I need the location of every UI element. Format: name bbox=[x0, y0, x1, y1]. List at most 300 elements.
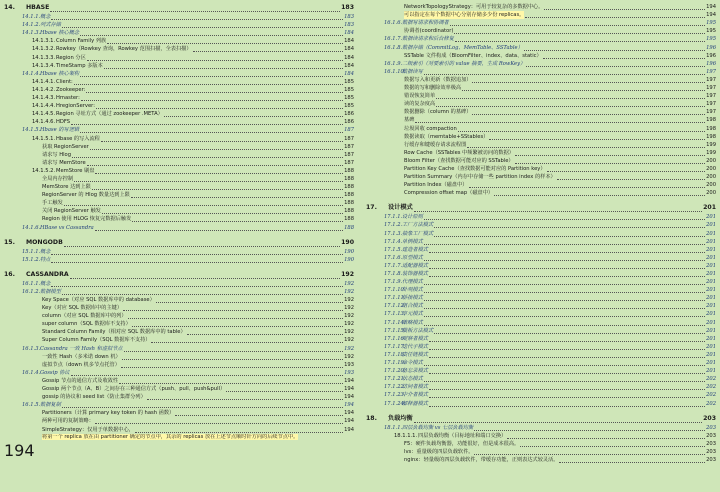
toc-entry[interactable] bbox=[366, 229, 716, 237]
toc-entry[interactable] bbox=[366, 359, 716, 367]
toc-entry[interactable] bbox=[4, 159, 354, 167]
toc-page-number: 199 bbox=[706, 141, 716, 148]
toc-entry[interactable] bbox=[366, 43, 716, 51]
toc-entry[interactable] bbox=[366, 60, 716, 68]
toc-page-number: 201 bbox=[706, 360, 716, 367]
toc-entry-title: Hmaster: bbox=[56, 95, 80, 102]
toc-leader-dots bbox=[424, 218, 705, 220]
toc-entry-title: Hbase 核心概念 bbox=[40, 30, 80, 37]
toc-entry[interactable] bbox=[366, 456, 716, 464]
toc-entry[interactable] bbox=[4, 425, 354, 433]
toc-entry[interactable] bbox=[366, 149, 716, 157]
toc-entry-number: 18. bbox=[366, 414, 377, 422]
toc-entry-title: 数据模型 bbox=[40, 288, 61, 295]
toc-entry-title: MemStore 达到上限 bbox=[42, 184, 91, 191]
toc-entry[interactable] bbox=[366, 3, 716, 11]
toc-entry-title: 特点 bbox=[40, 256, 51, 263]
toc-entry-title: 错误恢复简单 bbox=[404, 93, 436, 100]
toc-entry[interactable] bbox=[366, 141, 716, 149]
toc-page-number: 194 bbox=[706, 12, 716, 19]
toc-entry[interactable] bbox=[4, 344, 354, 352]
toc-chapter-entry[interactable] bbox=[366, 203, 716, 213]
toc-entry[interactable] bbox=[366, 286, 716, 294]
toc-page-number: 202 bbox=[706, 400, 716, 407]
toc-entry-title: RegionServer 的 Hlog 数量达到上限 bbox=[42, 192, 130, 199]
toc-leader-dots bbox=[80, 131, 343, 133]
toc-entry[interactable] bbox=[4, 353, 354, 361]
toc-entry[interactable] bbox=[4, 143, 354, 151]
toc-entry[interactable] bbox=[4, 45, 354, 53]
toc-page-number: 200 bbox=[706, 182, 716, 189]
toc-page-number: 199 bbox=[706, 149, 716, 156]
toc-page-number: 188 bbox=[344, 184, 354, 191]
toc-leader-dots bbox=[95, 229, 343, 231]
toc-page-number: 194 bbox=[344, 386, 354, 393]
toc-entry[interactable] bbox=[366, 221, 716, 229]
toc-entry[interactable] bbox=[366, 327, 716, 335]
toc-leader-dots bbox=[81, 99, 343, 101]
toc-entry[interactable] bbox=[366, 278, 716, 286]
toc-entry-title: gossip 的协议和 seed list（防止集群分列） bbox=[42, 394, 146, 401]
toc-entry-title: 关闭 RegionServer 触发 bbox=[42, 208, 101, 215]
toc-page-number: 196 bbox=[706, 52, 716, 59]
toc-page-number: 198 bbox=[706, 125, 716, 132]
toc-leader-dots bbox=[462, 89, 705, 91]
toc-entry-number: 14.1.6. bbox=[22, 224, 41, 231]
toc-leader-dots bbox=[424, 243, 705, 245]
toc-entry-title: HBase vs Cassandra bbox=[40, 224, 94, 231]
toc-entry[interactable] bbox=[4, 134, 354, 142]
toc-leader-dots bbox=[424, 299, 705, 301]
toc-entry[interactable] bbox=[366, 270, 716, 278]
toc-entry-title: 策略模式 bbox=[402, 319, 423, 326]
toc-entry-title: 四层负载均衡（目标地址和端口交换） bbox=[418, 432, 507, 439]
toc-entry-title: 访问者模式 bbox=[402, 384, 428, 391]
toc-leader-dots bbox=[132, 220, 343, 222]
toc-entry[interactable] bbox=[366, 76, 716, 84]
toc-entry-number: 14.1.5.1. bbox=[32, 135, 56, 142]
toc-entry-number: 14.1.3.4. bbox=[32, 62, 56, 69]
toc-page-number: 184 bbox=[344, 54, 354, 61]
toc-entry-number: 18.1.1. bbox=[384, 424, 403, 431]
toc-entry[interactable] bbox=[4, 215, 354, 223]
toc-page-number: 192 bbox=[344, 345, 354, 352]
toc-entry[interactable] bbox=[4, 175, 354, 183]
toc-entry-title: HBASE bbox=[26, 4, 50, 11]
toc-leader-dots bbox=[414, 210, 702, 212]
toc-entry[interactable] bbox=[4, 126, 354, 134]
toc-entry[interactable] bbox=[4, 62, 354, 70]
toc-entry[interactable] bbox=[366, 254, 716, 262]
toc-entry[interactable] bbox=[4, 417, 354, 425]
toc-entry[interactable] bbox=[4, 434, 354, 441]
toc-entry[interactable] bbox=[4, 280, 354, 288]
toc-entry-title: Region 分区 bbox=[56, 54, 86, 61]
toc-leader-dots bbox=[469, 186, 706, 188]
toc-entry[interactable] bbox=[366, 318, 716, 326]
toc-entry[interactable] bbox=[4, 377, 354, 385]
toc-page-number: 188 bbox=[344, 192, 354, 199]
toc-entry[interactable] bbox=[4, 70, 354, 78]
toc-entry-number: 16.1.4. bbox=[22, 369, 41, 376]
toc-page-number: 187 bbox=[344, 159, 354, 166]
toc-entry-title: 迭代子模式 bbox=[402, 343, 428, 350]
toc-entry-number: 17.1.16. bbox=[384, 335, 406, 342]
toc-entry[interactable] bbox=[4, 385, 354, 393]
toc-entry-number: 16. bbox=[4, 270, 15, 278]
toc-entry-title: 四层负载均衡 vs 七层负载均衡 bbox=[402, 424, 474, 431]
toc-entry-title: Key Space（对应 SQL 数据库中的 database） bbox=[42, 297, 155, 303]
toc-leader-dots bbox=[131, 196, 343, 198]
toc-leader-dots bbox=[62, 293, 343, 295]
toc-entry[interactable] bbox=[366, 133, 716, 141]
toc-entry[interactable] bbox=[366, 11, 716, 19]
toc-entry-number: 17.1.8. bbox=[384, 271, 403, 277]
toc-page-number: 192 bbox=[344, 321, 354, 328]
toc-entry[interactable] bbox=[366, 310, 716, 318]
toc-entry-title: 行缓存和键缓存请求流程图 bbox=[404, 141, 467, 148]
toc-page-number: 192 bbox=[341, 270, 354, 278]
toc-entry-number: 14.1.3.2. bbox=[32, 46, 56, 53]
toc-entry[interactable] bbox=[366, 19, 716, 27]
toc-entry[interactable] bbox=[366, 108, 716, 116]
toc-entry-title: 数据写入和更新（数据追加） bbox=[404, 76, 472, 83]
toc-leader-dots bbox=[429, 356, 705, 358]
toc-entry[interactable] bbox=[366, 189, 716, 197]
toc-entry[interactable] bbox=[4, 288, 354, 296]
toc-entry-number: 17.1.12. bbox=[384, 303, 406, 310]
toc-entry-title: F5：硬件负载均衡器，功能很好，但是成本很高。 bbox=[404, 440, 520, 447]
toc-entry[interactable] bbox=[4, 336, 354, 344]
toc-entry[interactable] bbox=[4, 328, 354, 336]
toc-entry-title: lvs：重量级的四层负载软件。 bbox=[404, 448, 474, 455]
toc-entry-title: Hbase 核心架构 bbox=[40, 70, 80, 77]
toc-entry[interactable] bbox=[4, 304, 354, 312]
toc-page-number: 198 bbox=[706, 133, 716, 140]
toc-entry[interactable] bbox=[4, 199, 354, 207]
toc-entry-number: 17.1.20. bbox=[384, 368, 406, 375]
toc-entry-number: 17.1.23. bbox=[384, 392, 406, 399]
toc-page-number: 188 bbox=[344, 224, 354, 231]
toc-entry-title: CASSANDRA bbox=[26, 270, 69, 278]
toc-leader-dots bbox=[74, 180, 343, 182]
toc-entry-number: 16.1.1. bbox=[22, 280, 41, 287]
toc-entry-wrapper bbox=[4, 434, 354, 460]
toc-entry-title: Partition Key Cache（查找数据可能对应的 Partition key） bbox=[404, 165, 546, 172]
toc-leader-dots bbox=[424, 315, 705, 317]
toc-page-number: 203 bbox=[706, 424, 716, 431]
toc-entry-title: 数据复制 bbox=[40, 402, 61, 409]
toc-entry[interactable] bbox=[366, 351, 716, 359]
toc-page-number: 201 bbox=[703, 204, 716, 212]
toc-page-number: 185 bbox=[344, 95, 354, 102]
toc-page-number: 188 bbox=[344, 216, 354, 223]
toc-entry-number: 16.1.8. bbox=[384, 44, 403, 51]
toc-leader-dots bbox=[507, 437, 705, 439]
toc-chapter-entry[interactable] bbox=[4, 3, 354, 13]
toc-entry[interactable] bbox=[366, 294, 716, 302]
toc-entry-title: 墓碑 bbox=[404, 117, 415, 124]
toc-entry-title: 责任链模式 bbox=[402, 351, 428, 358]
toc-entry[interactable] bbox=[366, 27, 716, 35]
toc-entry-title: 适配器模式 bbox=[402, 262, 428, 269]
toc-page-number: 201 bbox=[706, 222, 716, 229]
toc-entry[interactable] bbox=[366, 383, 716, 391]
toc-leader-dots bbox=[101, 140, 343, 142]
toc-entry[interactable] bbox=[366, 399, 716, 407]
toc-leader-dots bbox=[128, 317, 344, 319]
toc-leader-dots bbox=[450, 24, 705, 26]
toc-entry-number: 17.1.2. bbox=[384, 222, 403, 229]
toc-entry[interactable] bbox=[4, 361, 354, 369]
toc-leader-dots bbox=[80, 34, 343, 36]
toc-entry[interactable] bbox=[366, 440, 716, 448]
toc-entry[interactable] bbox=[4, 248, 354, 256]
toc-page-number: 187 bbox=[344, 143, 354, 150]
toc-page-number: 192 bbox=[344, 329, 354, 336]
toc-chapter-entry[interactable] bbox=[4, 270, 354, 280]
toc-entry-title: TimeStamp 多版本 bbox=[56, 62, 103, 69]
toc-leader-dots bbox=[489, 138, 705, 140]
toc-entry-title: 二级索引（对要索引的 value 摘要，生成 RowKey） bbox=[402, 60, 526, 67]
toc-page-number: 201 bbox=[706, 287, 716, 294]
toc-entry-number: 16.1.10. bbox=[384, 68, 406, 75]
toc-page-number: 185 bbox=[344, 78, 354, 85]
toc-entry-title: 概念 bbox=[40, 248, 51, 255]
toc-leader-dots bbox=[515, 162, 705, 164]
toc-entry[interactable] bbox=[366, 165, 716, 173]
toc-entry-title: 将第一个 replica 放在由 partitioner 确定的节点中，其余的 replicas 放在上述节点顺时针方向的后续节点中。 bbox=[42, 433, 299, 440]
toc-page-number: 197 bbox=[706, 85, 716, 92]
toc-entry[interactable] bbox=[4, 110, 354, 118]
toc-leader-dots bbox=[86, 91, 343, 93]
toc-entry-title: 概念 bbox=[40, 14, 51, 21]
toc-leader-dots bbox=[429, 388, 705, 390]
toc-entry-title: NetworkTopologyStrategy：可用于较复杂的多数据中心。 bbox=[404, 4, 544, 11]
toc-entry-number: 14.1.2. bbox=[22, 22, 41, 29]
toc-entry-title: 原型模式 bbox=[402, 254, 423, 261]
toc-entry[interactable] bbox=[4, 118, 354, 126]
toc-page-number: 201 bbox=[706, 262, 716, 269]
toc-entry-title: 代理模式 bbox=[402, 279, 423, 286]
toc-entry[interactable] bbox=[366, 100, 716, 108]
toc-entry-number: 17.1.14. bbox=[384, 319, 406, 326]
toc-entry[interactable] bbox=[366, 448, 716, 456]
toc-page-number: 187 bbox=[344, 151, 354, 158]
toc-page-number: 203 bbox=[706, 456, 716, 463]
toc-entry-number: 14.1.4.3. bbox=[32, 95, 56, 102]
toc-page-number: 197 bbox=[706, 109, 716, 116]
toc-entry-title: super column（SQL 数据库不支持） bbox=[42, 321, 131, 328]
toc-entry-title: Partition Index（磁盘中） bbox=[404, 182, 468, 189]
toc-entry[interactable] bbox=[366, 375, 716, 383]
toc-entry-title: Hbase 的写逻辑 bbox=[40, 127, 80, 134]
toc-leader-dots bbox=[51, 261, 343, 263]
toc-entry-title: Client: bbox=[56, 78, 73, 85]
toc-page-number: 203 bbox=[706, 448, 716, 455]
toc-entry[interactable] bbox=[366, 391, 716, 399]
toc-page-number: 190 bbox=[344, 248, 354, 255]
toc-entry[interactable] bbox=[4, 29, 354, 37]
toc-page-number: 201 bbox=[706, 311, 716, 318]
toc-entry-title: Region 寻址方式（通过 zookeeper .META） bbox=[56, 111, 163, 118]
toc-entry-number: 17.1.15. bbox=[384, 327, 406, 334]
toc-leader-dots bbox=[424, 380, 705, 382]
toc-entry[interactable] bbox=[4, 167, 354, 175]
toc-entry-title: 桥接模式 bbox=[402, 295, 423, 302]
toc-entry[interactable] bbox=[4, 183, 354, 191]
toc-entry-title: 中介者模式 bbox=[402, 392, 428, 399]
toc-page-number: 192 bbox=[344, 288, 354, 295]
toc-entry[interactable] bbox=[4, 78, 354, 86]
toc-entry[interactable] bbox=[4, 393, 354, 401]
toc-page-number: 187 bbox=[344, 127, 354, 134]
toc-entry[interactable] bbox=[366, 238, 716, 246]
toc-entry[interactable] bbox=[4, 102, 354, 110]
toc-entry[interactable] bbox=[4, 86, 354, 94]
toc-leader-dots bbox=[424, 259, 705, 261]
toc-entry-title: 请求写 MemStore bbox=[42, 159, 86, 166]
toc-leader-dots bbox=[424, 307, 705, 309]
toc-entry[interactable] bbox=[366, 213, 716, 221]
toc-leader-dots bbox=[80, 75, 343, 77]
toc-entry[interactable] bbox=[4, 312, 354, 320]
toc-entry[interactable] bbox=[366, 262, 716, 270]
toc-leader-dots bbox=[96, 107, 343, 109]
toc-page-number: 197 bbox=[706, 93, 716, 100]
toc-leader-dots bbox=[494, 194, 705, 196]
toc-entry-title: Partitioners（计算 primary key token 的 hash 函数） bbox=[42, 410, 175, 417]
toc-leader-dots bbox=[51, 253, 343, 255]
toc-entry-number: 17.1.24. bbox=[384, 400, 406, 407]
toc-leader-dots bbox=[71, 123, 343, 125]
toc-entry[interactable] bbox=[366, 367, 716, 375]
toc-leader-dots bbox=[87, 59, 343, 61]
toc-entry-title: 数据存储（CommitLog、MemTable、SSTable） bbox=[402, 44, 523, 51]
toc-leader-dots bbox=[467, 146, 705, 148]
toc-entry[interactable] bbox=[366, 432, 716, 440]
toc-leader-dots bbox=[107, 42, 343, 44]
toc-entry-number: 14.1.3.3. bbox=[32, 54, 56, 61]
toc-entry[interactable] bbox=[366, 246, 716, 254]
toc-entry-title: 请求写 Hlog bbox=[42, 151, 72, 158]
toc-entry-title: 装饰器模式 bbox=[402, 271, 428, 277]
toc-entry[interactable] bbox=[4, 53, 354, 61]
toc-page-number: 184 bbox=[344, 30, 354, 37]
toc-entry[interactable] bbox=[366, 52, 716, 60]
toc-entry-number: 16.1.2. bbox=[22, 288, 41, 295]
toc-entry[interactable] bbox=[4, 409, 354, 417]
toc-entry[interactable] bbox=[366, 343, 716, 351]
toc-entry-title: Gossip 协议 bbox=[40, 369, 70, 376]
toc-leader-dots bbox=[436, 97, 705, 99]
toc-entry-title: 数据读取（memtable+SStables） bbox=[404, 133, 489, 140]
toc-entry-title: 数据读写 bbox=[402, 68, 423, 75]
toc-page-number: 194 bbox=[344, 426, 354, 433]
toc-entry[interactable] bbox=[366, 181, 716, 189]
toc-entry[interactable] bbox=[366, 157, 716, 165]
toc-leader-dots bbox=[434, 332, 705, 334]
toc-page-number: 201 bbox=[706, 279, 716, 286]
toc-entry[interactable] bbox=[366, 116, 716, 124]
toc-leader-dots bbox=[415, 121, 705, 123]
toc-entry-title: HregionServer: bbox=[56, 103, 95, 110]
toc-leader-dots bbox=[524, 49, 705, 51]
toc-page-number: 194 bbox=[344, 394, 354, 401]
toc-entry[interactable] bbox=[4, 94, 354, 102]
toc-entry[interactable] bbox=[366, 124, 716, 132]
toc-entry-number: 17.1.7. bbox=[384, 262, 403, 269]
toc-entry-title: 手工触发 bbox=[42, 200, 63, 207]
toc-page-number: 201 bbox=[706, 246, 716, 253]
toc-page-number: 192 bbox=[344, 337, 354, 344]
toc-entry-number: 14.1.4.2. bbox=[32, 86, 56, 93]
toc-entry[interactable] bbox=[366, 302, 716, 310]
toc-page-number: 186 bbox=[344, 119, 354, 126]
toc-entry[interactable] bbox=[4, 37, 354, 45]
toc-entry[interactable] bbox=[366, 92, 716, 100]
toc-chapter-entry[interactable] bbox=[4, 238, 354, 248]
toc-entry[interactable] bbox=[366, 68, 716, 76]
toc-entry-title: 建造者模式 bbox=[402, 246, 428, 253]
toc-page-number: 197 bbox=[706, 68, 716, 75]
toc-chapter-entry[interactable] bbox=[366, 414, 716, 424]
toc-page-number: 195 bbox=[706, 20, 716, 27]
toc-entry[interactable] bbox=[4, 256, 354, 264]
toc-page-number: 201 bbox=[706, 254, 716, 261]
toc-entry[interactable] bbox=[4, 207, 354, 215]
toc-entry-title: column（对应 SQL 数据库中的列） bbox=[42, 313, 127, 320]
toc-page-number: 201 bbox=[706, 295, 716, 302]
toc-page-number: 183 bbox=[341, 4, 354, 11]
toc-page-number: 195 bbox=[706, 36, 716, 43]
toc-leader-dots bbox=[90, 148, 343, 150]
toc-entry[interactable] bbox=[4, 369, 354, 377]
toc-entry-title: nginx：轻量级的四层负载软件，带缓存功能，正则表达式较灵活。 bbox=[404, 456, 559, 463]
toc-entry-number: 14.1.3.1. bbox=[32, 38, 56, 45]
toc-page-number: 194 bbox=[706, 4, 716, 11]
toc-entry[interactable] bbox=[4, 191, 354, 199]
toc-leader-dots bbox=[151, 341, 343, 343]
toc-entry-number: 17.1.17. bbox=[384, 343, 406, 350]
toc-entry[interactable] bbox=[4, 401, 354, 409]
toc-entry[interactable] bbox=[4, 21, 354, 29]
toc-entry[interactable] bbox=[4, 223, 354, 231]
toc-page-number: 194 bbox=[344, 410, 354, 417]
toc-entry[interactable] bbox=[366, 35, 716, 43]
toc-entry-title: 组合模式 bbox=[402, 303, 423, 310]
toc-leader-dots bbox=[119, 382, 343, 384]
toc-page-number: 192 bbox=[344, 305, 354, 312]
toc-entry-number: 14.1.4.5. bbox=[32, 111, 56, 118]
toc-leader-dots bbox=[547, 170, 706, 172]
toc-page-number: 197 bbox=[706, 101, 716, 108]
toc-page-number: 200 bbox=[706, 174, 716, 181]
toc-page-number: 201 bbox=[706, 271, 716, 277]
toc-entry[interactable] bbox=[4, 320, 354, 328]
toc-entry[interactable] bbox=[4, 296, 354, 304]
toc-entry[interactable] bbox=[366, 84, 716, 92]
toc-entry[interactable] bbox=[4, 151, 354, 159]
toc-entry-title: Zookeeper: bbox=[56, 86, 86, 93]
toc-leader-dots bbox=[102, 212, 343, 214]
toc-entry[interactable] bbox=[4, 13, 354, 21]
toc-entry-title: Super Column Family（SQL 数据库不支持） bbox=[42, 337, 151, 344]
toc-entry[interactable] bbox=[366, 335, 716, 343]
toc-entry[interactable] bbox=[366, 173, 716, 181]
toc-leader-dots bbox=[424, 291, 705, 293]
toc-entry[interactable] bbox=[366, 424, 716, 432]
